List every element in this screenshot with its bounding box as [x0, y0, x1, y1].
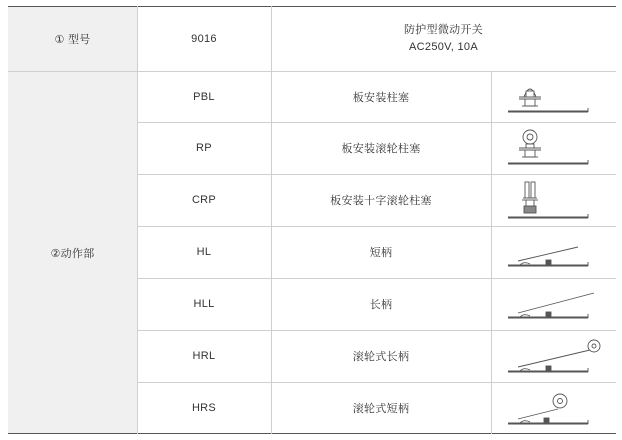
roller-short-lever-icon — [498, 384, 598, 430]
actuator-name-hrs: 滚轮式短柄 — [352, 402, 410, 415]
actuator-name-crp: 板安装十字滚轮柱塞 — [330, 195, 432, 207]
panel-cross-roller-plunger-icon — [498, 178, 598, 224]
actuator-name-pbl: 板安装柱塞 — [352, 91, 410, 104]
model-label: ① 型号 — [54, 33, 91, 46]
roller-long-lever-icon — [498, 332, 608, 380]
column-divider — [491, 71, 492, 434]
model-description — [271, 6, 616, 71]
actuator-name-hl: 短柄 — [369, 247, 393, 259]
model-description-name: 防护型微动开关 — [403, 23, 484, 36]
long-lever-icon — [498, 282, 598, 326]
actuator-code-crp: CRP — [191, 194, 217, 206]
model-description-rating: AC250V, 10A — [409, 40, 478, 53]
panel-roller-plunger-icon — [498, 126, 598, 170]
actuator-name-hll: 长柄 — [369, 299, 393, 311]
actuator-code-pbl: PBL — [193, 90, 215, 103]
actuator-code-hrl: HRL — [192, 350, 216, 362]
short-lever-icon — [498, 230, 598, 274]
actuator-code-hll: HLL — [193, 298, 215, 310]
spec-table — [8, 6, 616, 434]
actuator-code-rp: RP — [196, 142, 212, 154]
actuator-code-hl: HL — [196, 246, 212, 258]
panel-plunger-icon — [498, 75, 598, 119]
actuator-name-rp: 板安装滚轮柱塞 — [341, 143, 421, 155]
actuator-name-hrl: 滚轮式长柄 — [352, 351, 410, 363]
actuator-code-hrs: HRS — [191, 401, 217, 414]
model-code: 9016 — [191, 32, 217, 45]
actuator-label: ②动作部 — [50, 247, 95, 260]
